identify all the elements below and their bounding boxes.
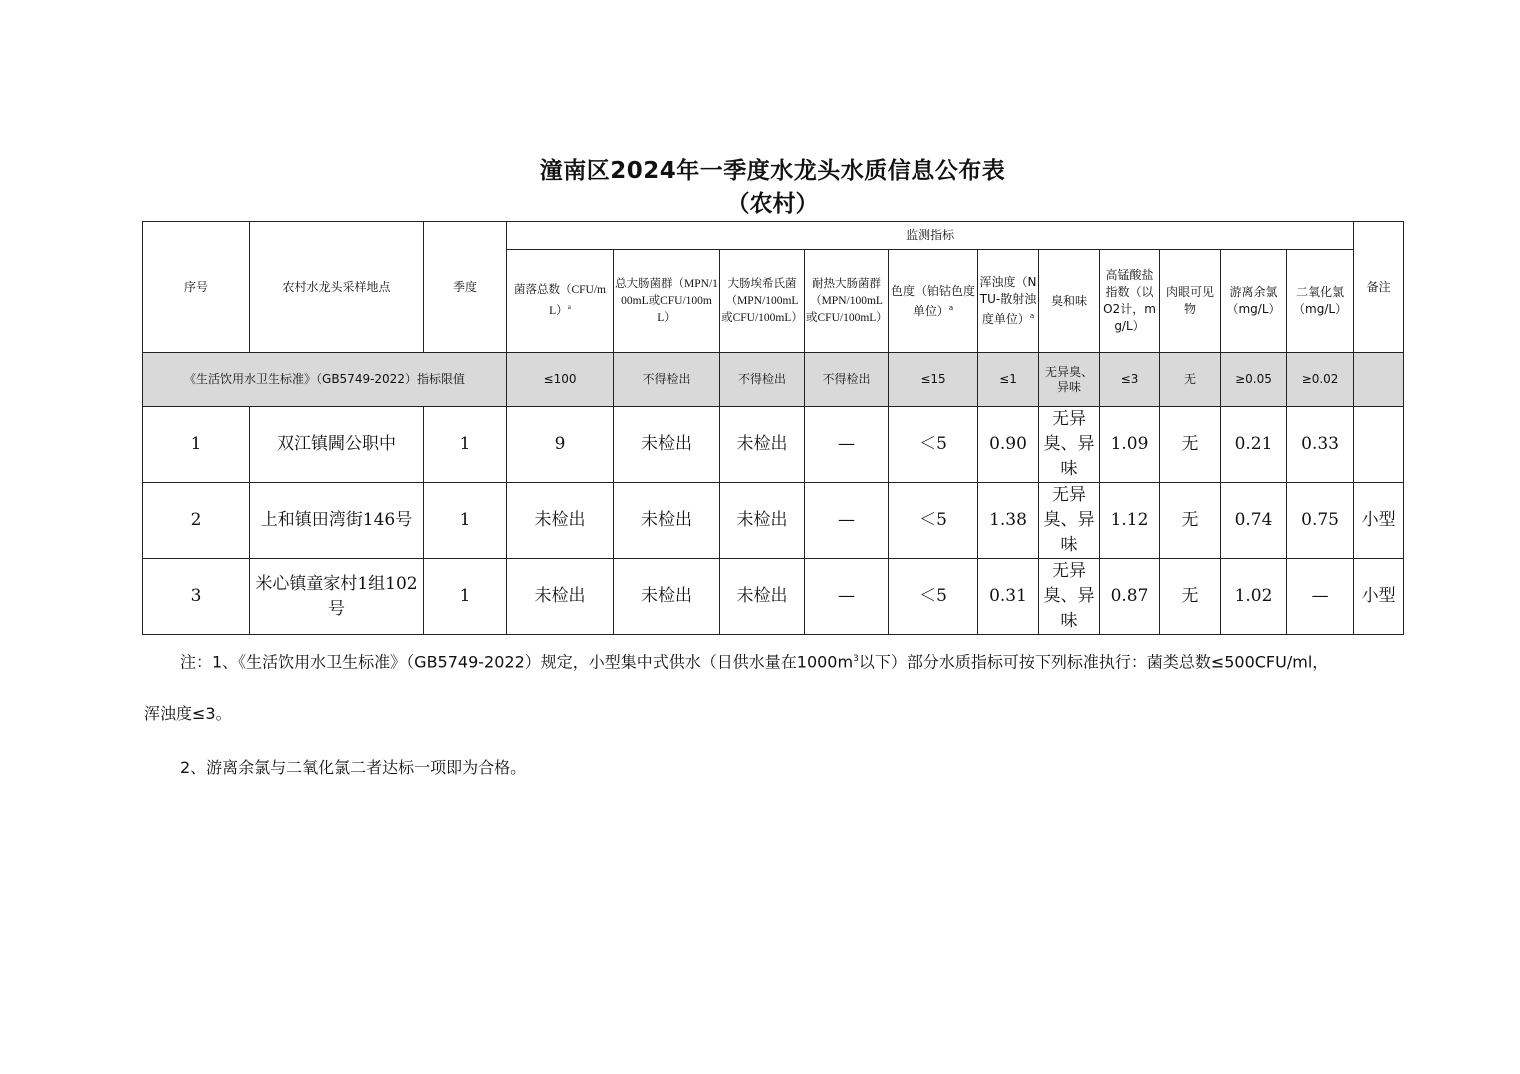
row-cell: 0.74 — [1221, 483, 1287, 559]
page-title: 潼南区2024年一季度水龙头水质信息公布表 — [539, 158, 1006, 184]
row-cell: ＜5 — [889, 407, 978, 483]
row-cell: 0.87 — [1100, 559, 1160, 635]
row-cell: 小型 — [1354, 483, 1404, 559]
header-colony-mark: a — [567, 303, 571, 312]
row-cell: 小型 — [1354, 559, 1404, 635]
row-cell: 0.33 — [1287, 407, 1354, 483]
row-cell: 未检出 — [614, 559, 720, 635]
header-color-mark: a — [948, 303, 954, 312]
row-cell: — — [805, 483, 889, 559]
row-location: 上和镇田湾街146号 — [250, 483, 424, 559]
table-row — [143, 407, 1404, 483]
header-color-text: 色度（铂钴色度单位） — [890, 283, 975, 318]
standard-cell: ≥0.02 — [1287, 353, 1354, 407]
header-visible: 肉眼可见物 — [1160, 250, 1221, 353]
header-thermo: 耐热大肠菌群（MPN/100mL或CFU/100mL） — [805, 250, 889, 353]
row-cell: 未检出 — [507, 483, 614, 559]
standard-cell: 无异臭、异味 — [1039, 353, 1100, 407]
row-cell: 未检出 — [614, 407, 720, 483]
header-permanganate: 高锰酸盐指数（以O2计，mg/L） — [1100, 250, 1160, 353]
row-cell: 0.75 — [1287, 483, 1354, 559]
row-cell: — — [805, 559, 889, 635]
note-1 — [180, 648, 1410, 673]
row-seq: 1 — [143, 407, 250, 483]
standard-row — [143, 353, 1404, 407]
header-row-1 — [143, 222, 1404, 250]
header-odor: 臭和味 — [1039, 250, 1100, 353]
row-cell: 未检出 — [720, 483, 805, 559]
standard-cell: ≤15 — [889, 353, 978, 407]
row-seq: 2 — [143, 483, 250, 559]
note-2: 2、游离余氯与二氧化氯二者达标一项即为合格。 — [180, 758, 527, 777]
row-cell: — — [805, 407, 889, 483]
header-chlorine-dioxide: 二氧化氯（mg/L） — [1287, 250, 1354, 353]
standard-cell — [1354, 353, 1404, 407]
row-quarter: 1 — [424, 483, 507, 559]
row-cell: 无异臭、异味 — [1039, 407, 1100, 483]
header-chlorine: 游离余氯（mg/L） — [1221, 250, 1287, 353]
header-quarter: 季度 — [424, 222, 507, 353]
row-cell: 1.12 — [1100, 483, 1160, 559]
water-quality-table — [142, 221, 1404, 635]
standard-cell: ≥0.05 — [1221, 353, 1287, 407]
row-cell: — — [1287, 559, 1354, 635]
row-cell: 无异臭、异味 — [1039, 483, 1100, 559]
standard-cell: 不得检出 — [720, 353, 805, 407]
standard-cell: ≤100 — [507, 353, 614, 407]
note-1-superscript: 3 — [853, 654, 859, 664]
row-cell: 未检出 — [720, 559, 805, 635]
row-cell: 无 — [1160, 483, 1221, 559]
row-cell: 1.38 — [978, 483, 1039, 559]
note-1-text-a: 注：1、《生活饮用水卫生标准》（GB5749-2022）规定，小型集中式供水（日供水量在1000m — [180, 652, 854, 672]
header-color — [889, 250, 978, 353]
row-seq: 3 — [143, 559, 250, 635]
header-turbidity-mark: a — [1029, 312, 1035, 320]
standard-label: 《生活饮用水卫生标准》（GB5749-2022）指标限值 — [143, 353, 507, 407]
row-cell: 0.21 — [1221, 407, 1287, 483]
standard-cell: 无 — [1160, 353, 1221, 407]
header-turbidity — [978, 250, 1039, 353]
row-cell: 0.31 — [978, 559, 1039, 635]
header-turbidity-text: 浑浊度（NTU-散射浊度单位） — [979, 275, 1037, 326]
row-cell: ＜5 — [889, 483, 978, 559]
row-cell: 未检出 — [720, 407, 805, 483]
row-location: 米心镇童家村1组102号 — [250, 559, 424, 635]
standard-cell: 不得检出 — [614, 353, 720, 407]
row-cell: ＜5 — [889, 559, 978, 635]
row-quarter: 1 — [424, 559, 507, 635]
page-subtitle: （农村） — [726, 191, 819, 217]
header-remark: 备注 — [1354, 222, 1404, 353]
row-cell: 9 — [507, 407, 614, 483]
row-cell: 无 — [1160, 559, 1221, 635]
standard-cell: ≤1 — [978, 353, 1039, 407]
table-row — [143, 559, 1404, 635]
header-colony-text: 菌落总数（CFU/mL） — [513, 284, 606, 317]
header-location: 农村水龙头采样地点 — [250, 222, 424, 353]
row-location: 双江镇閪公职中 — [250, 407, 424, 483]
table-row — [143, 483, 1404, 559]
row-cell: 无 — [1160, 407, 1221, 483]
standard-cell: 不得检出 — [805, 353, 889, 407]
header-coliform: 总大肠菌群（MPN/100mL或CFU/100mL） — [614, 250, 720, 353]
row-cell: 未检出 — [614, 483, 720, 559]
row-cell: 1.09 — [1100, 407, 1160, 483]
note-1-continuation: 浑浊度≤3。 — [144, 704, 232, 723]
row-cell: 未检出 — [507, 559, 614, 635]
row-cell — [1354, 407, 1404, 483]
header-ecoli: 大肠埃希氏菌（MPN/100mL或CFU/100mL） — [720, 250, 805, 353]
row-cell: 0.90 — [978, 407, 1039, 483]
header-colony — [507, 250, 614, 353]
note-1-text-b: 以下）部分水质指标可按下列标准执行：菌类总数≤500CFU/ml， — [858, 652, 1329, 672]
standard-cell: ≤3 — [1100, 353, 1160, 407]
row-cell: 1.02 — [1221, 559, 1287, 635]
row-quarter: 1 — [424, 407, 507, 483]
header-seq: 序号 — [143, 222, 250, 353]
row-cell: 无异臭、异味 — [1039, 559, 1100, 635]
header-indicator-group: 监测指标 — [507, 222, 1354, 250]
